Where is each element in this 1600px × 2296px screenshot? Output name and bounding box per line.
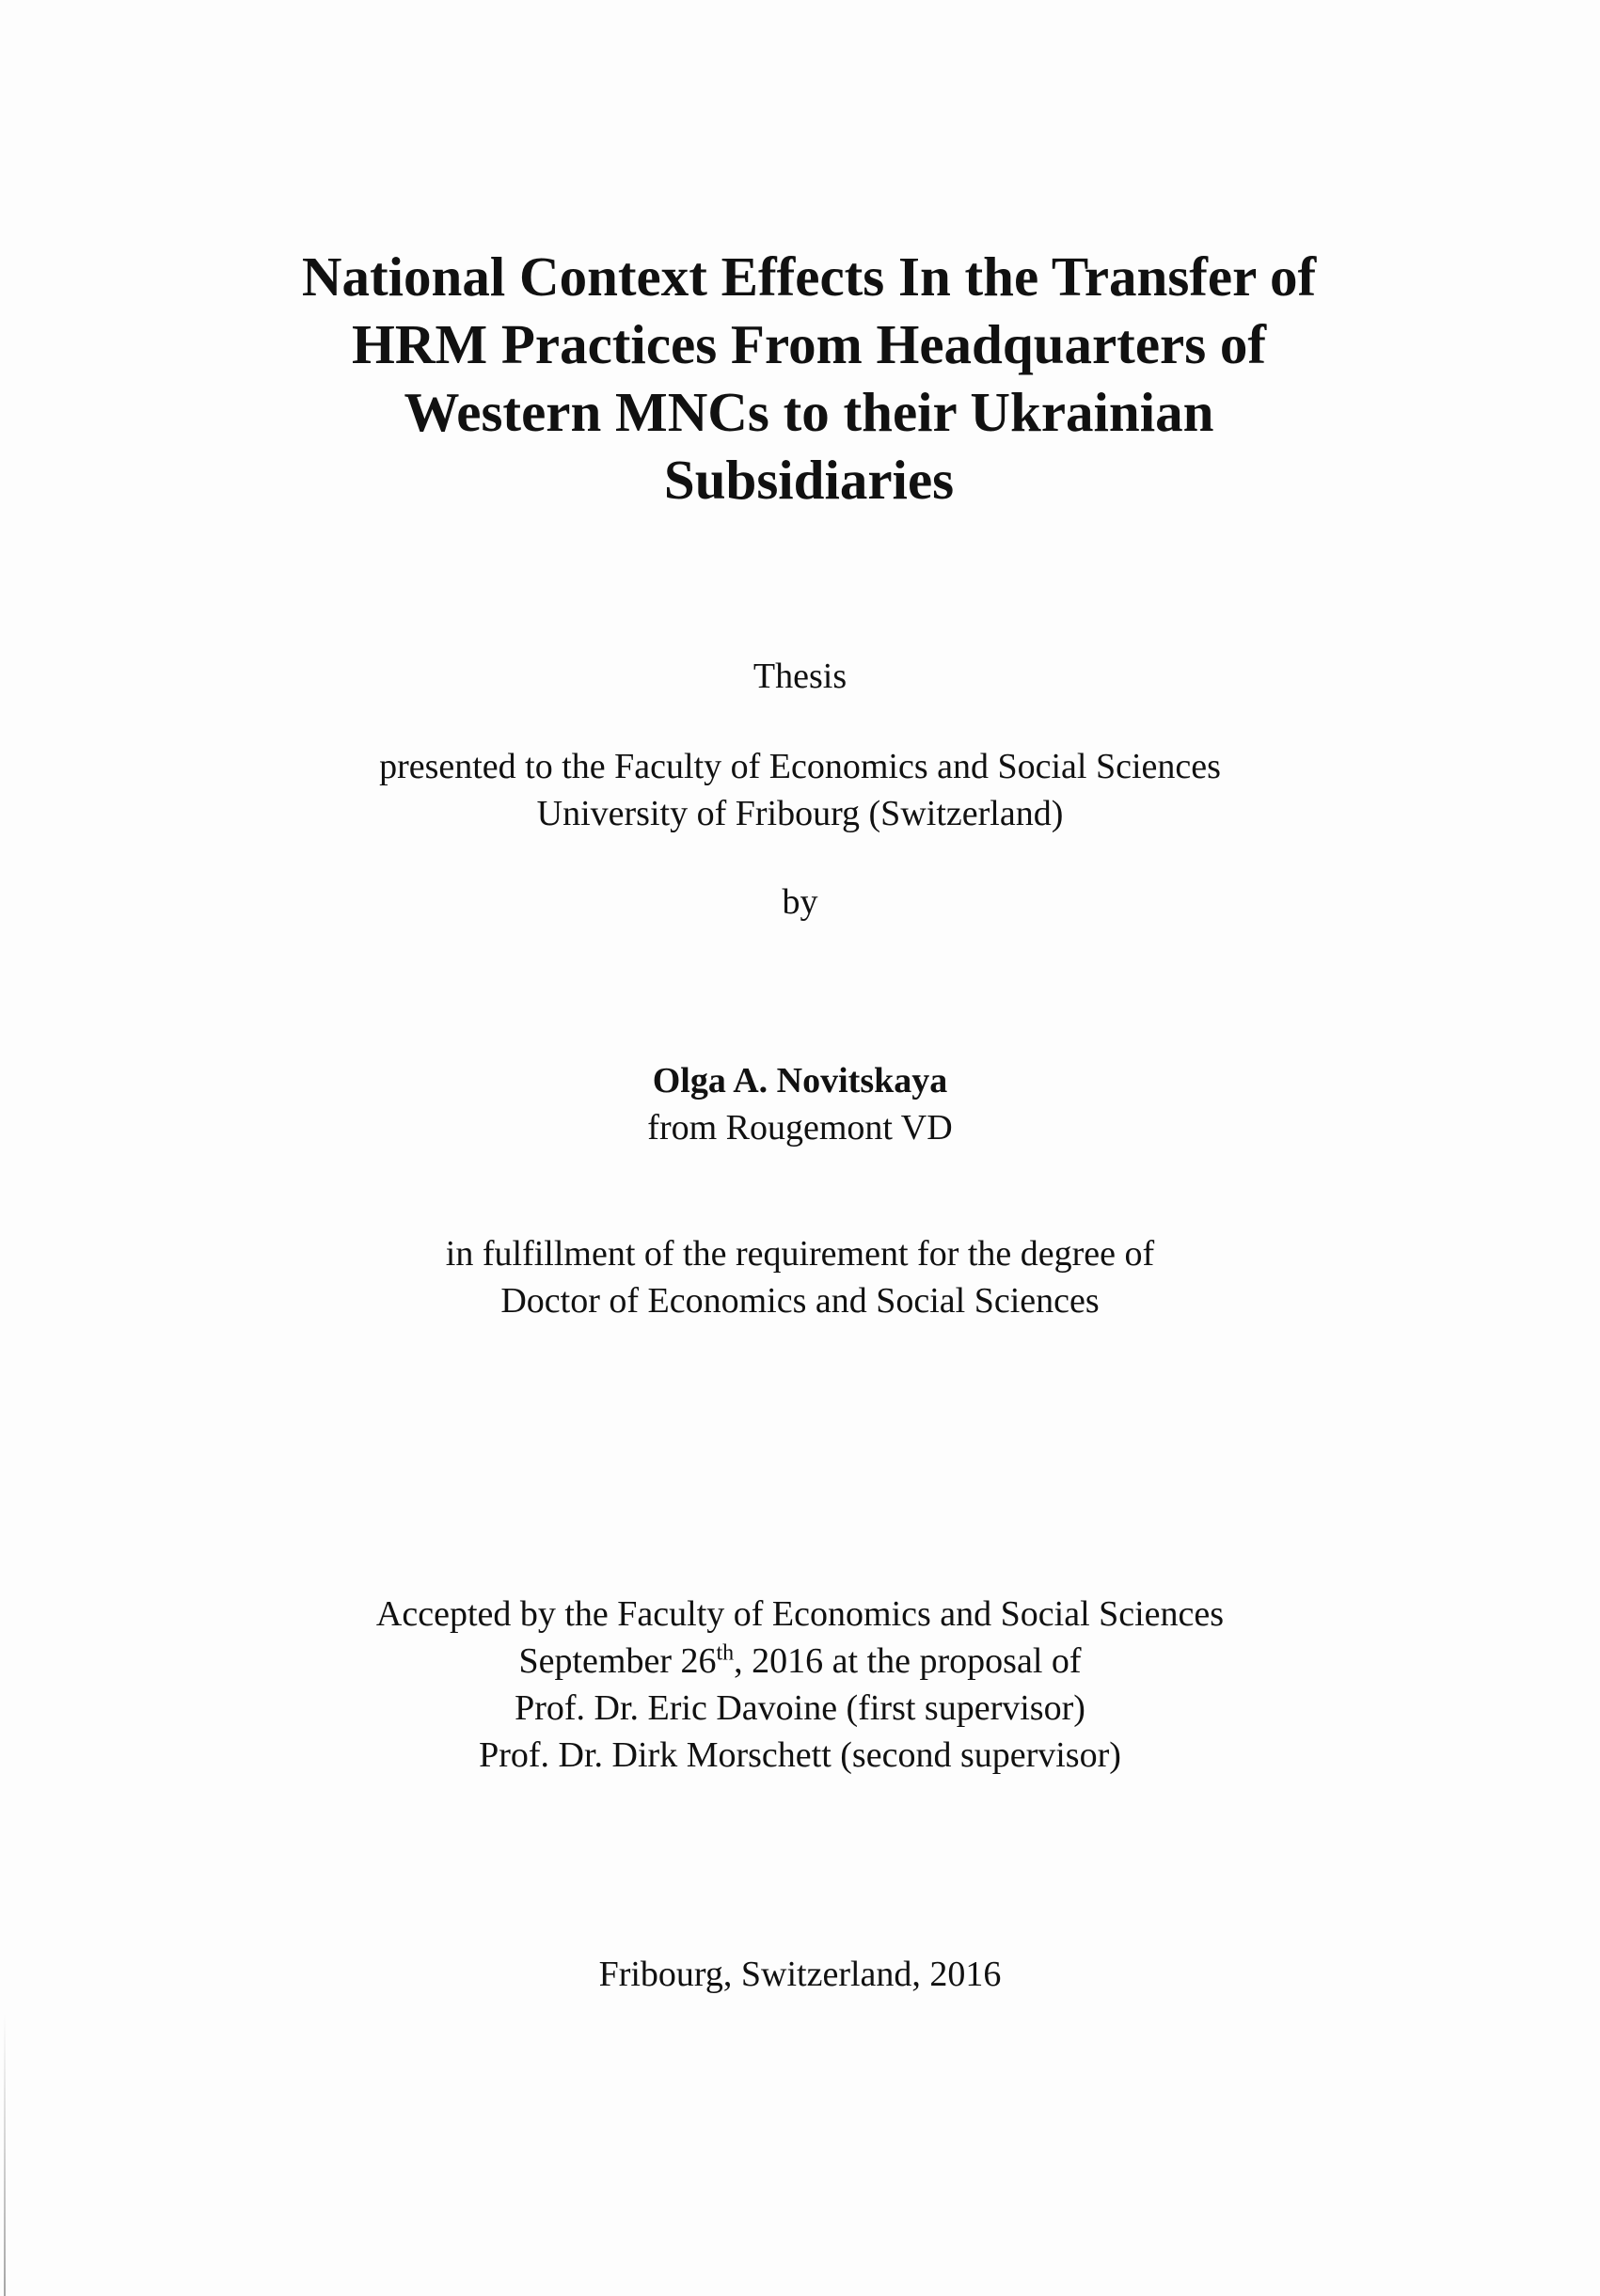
- first-supervisor: Prof. Dr. Eric Davoine (first supervisor): [515, 1688, 1085, 1728]
- second-supervisor: Prof. Dr. Dirk Morschett (second supervisor): [479, 1735, 1121, 1775]
- accepted-by: Accepted by the Faculty of Economics and Social Sciences: [375, 1594, 1225, 1634]
- acceptance-date-rest: , 2016 at the proposal of: [734, 1641, 1082, 1681]
- title-line-4: Subsidiaries: [663, 449, 955, 511]
- author-origin: from Rougemont VD: [647, 1108, 953, 1148]
- author-name: Olga A. Novitskaya: [652, 1061, 948, 1100]
- acceptance-date-prefix: September 26: [518, 1641, 717, 1681]
- title-line-1: National Context Effects In the Transfer of: [301, 245, 1317, 308]
- acceptance-block: [0, 1591, 1600, 1779]
- presented-to: [0, 743, 1600, 837]
- scan-edge-shadow: [4, 2013, 6, 2296]
- title-line-3: Western MNCs to their Ukrainian: [404, 381, 1214, 443]
- author-block: [0, 1057, 1600, 1151]
- acceptance-date: [0, 1638, 1600, 1685]
- by-label: by: [782, 882, 818, 922]
- degree-name: Doctor of Economics and Social Sciences: [500, 1281, 1100, 1321]
- place-and-year: Fribourg, Switzerland, 2016: [598, 1955, 1002, 1994]
- degree-fulfillment: [0, 1230, 1600, 1324]
- title-line-2: HRM Practices From Headquarters of: [351, 313, 1267, 375]
- fulfillment-line: in fulfillment of the requirement for the degree of: [445, 1234, 1155, 1274]
- thesis-title: [226, 243, 1392, 514]
- document-type: Thesis: [752, 657, 848, 696]
- presented-faculty: presented to the Faculty of Economics and Social Sciences: [379, 747, 1221, 786]
- presented-university: University of Fribourg (Switzerland): [536, 794, 1064, 833]
- acceptance-date-suffix: th: [716, 1640, 735, 1666]
